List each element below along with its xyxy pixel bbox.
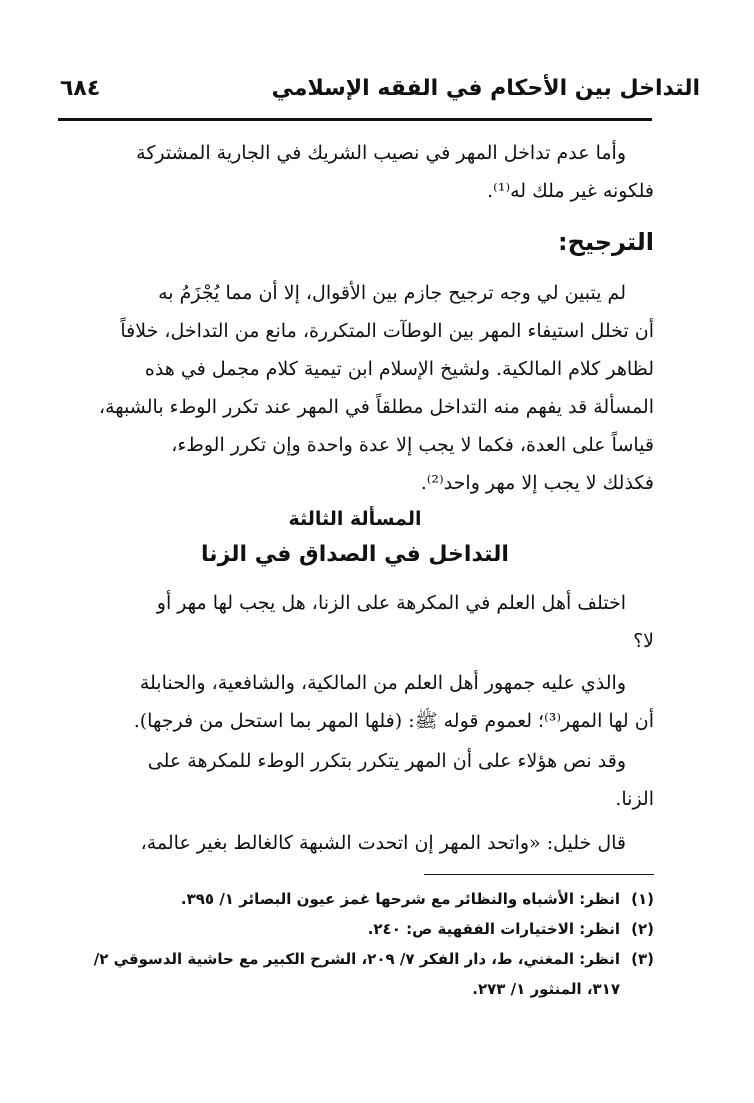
footnote-item [74, 974, 654, 1004]
text-line: اختلف أهل العلم في المكرهة على الزنا، هل يجب لها مهر أو [156, 592, 626, 614]
running-title: التداخل بين الأحكام في الفقه الإسلامي [271, 76, 700, 101]
text-line: أن تخلل استيفاء المهر بين الوطآت المتكررة، مانع من التداخل، خلافاً [120, 320, 654, 342]
text-line: أن لها المهر⁽³⁾؛ لعموم قوله ﷺ: (فلها المهر بما استحل من فرجها). [133, 710, 654, 732]
intro-paragraph [74, 134, 654, 210]
text-line: لا؟ [633, 630, 654, 652]
text-line: المسألة قد يفهم منه التداخل مطلقاً في المهر عند تكرر الوطء بالشبهة، [98, 396, 654, 418]
footnote-text: انظر: المغني، ط، دار الفكر ٧/ ٢٠٩، الشرح الكبير مع حاشية الدسوقي ٢/ [93, 950, 620, 968]
section-title: المسألة الثالثة [288, 508, 422, 530]
footnote-separator [424, 874, 654, 875]
text-line: لظاهر كلام المالكية. ولشيخ الإسلام ابن تيمية كلام مجمل في هذه [144, 358, 654, 380]
footnote-text: انظر: الأشباه والنظائر مع شرحها غمز عيون البصائر ١/ ٣٩٥. [180, 890, 620, 908]
text-line: وقد نص هؤلاء على أن المهر يتكرر بتكرر الوطء للمكرهة على [147, 750, 626, 772]
footnote-number: (٢) [631, 920, 654, 938]
footnote-text: ٣١٧، المنثور ١/ ٢٧٣. [472, 980, 620, 998]
paragraph-1 [74, 584, 654, 660]
section-subtitle: التداخل في الصداق في الزنا [201, 542, 509, 567]
footnote-item [74, 914, 654, 944]
text-line: قياساً على العدة، فكما لا يجب إلا عدة واحدة وإن تكرر الوطء، [171, 434, 654, 456]
footnote-number: (١) [631, 890, 654, 908]
text-line: الزنا. [615, 788, 654, 810]
tarjih-heading: الترجيح: [558, 228, 654, 256]
text-line: فكذلك لا يجب إلا مهر واحد⁽²⁾. [420, 472, 654, 494]
text-line: وأما عدم تداخل المهر في نصيب الشريك في الجارية المشتركة [136, 142, 626, 164]
footnotes [74, 884, 654, 1004]
paragraph-2 [74, 664, 654, 740]
text-line: قال خليل: «واتحد المهر إن اتحدت الشبهة كالغالط بغير عالمة، [140, 832, 626, 854]
footnote-number: (٣) [631, 950, 654, 968]
text-line: والذي عليه جمهور أهل العلم من المالكية، والشافعية، والحنابلة [139, 672, 626, 694]
page-header [60, 72, 700, 118]
header-rule [58, 118, 652, 121]
text-line: فلكونه غير ملك له⁽¹⁾. [487, 180, 654, 202]
paragraph-3 [74, 742, 654, 818]
paragraph-4 [74, 824, 654, 862]
footnote-item [74, 884, 654, 914]
tarjih-paragraph [74, 274, 654, 502]
footnote-text: انظر: الاختيارات الفقهية ص: ٢٤٠. [367, 920, 620, 938]
text-line: لم يتبين لي وجه ترجيح جازم بين الأقوال، إلا أن مما يُجْزَمُ به [158, 282, 626, 304]
page-number: ٦٨٤ [60, 76, 101, 101]
footnote-item [74, 944, 654, 974]
